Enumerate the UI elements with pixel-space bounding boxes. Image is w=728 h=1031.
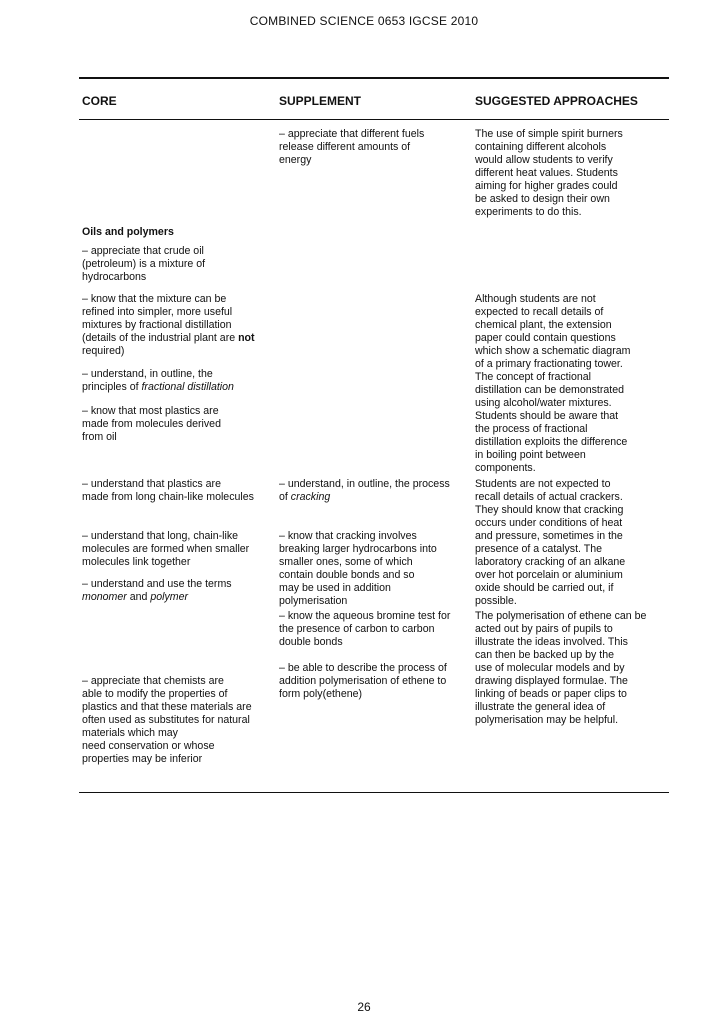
approaches-fractional: Although students are not expected to recall details of chemical plant, the extension paper could contain questions which show a schematic diagram of a primary fractionating tower. The concept of fractional distillation can be demonstrated using alcohol/water mixtures. Students should be aware that the process of fractional distillation exploits the difference in boiling point between components. bbox=[475, 293, 631, 474]
supplement-cracking bbox=[279, 478, 469, 504]
core-terms-and: and bbox=[126, 591, 151, 603]
supplement-cracking-text: – understand, in outline, the process of bbox=[279, 478, 450, 503]
core-refined-end: required) bbox=[82, 345, 125, 357]
core-chemists: – appreciate that chemists are able to modify the properties of plastics and that these materials are often used as substitutes for natural materials which may need conservation or whose properties may be inferior bbox=[82, 675, 252, 765]
page-header: COMBINED SCIENCE 0653 IGCSE 2010 bbox=[249, 14, 479, 28]
core-crude-oil: – appreciate that crude oil (petroleum) is a mixture of hydrocarbons bbox=[82, 245, 206, 283]
table-bottom-rule bbox=[79, 792, 669, 793]
column-header-approaches: SUGGESTED APPROACHES bbox=[475, 94, 638, 108]
page-number: 26 bbox=[357, 1000, 371, 1014]
supplement-addition: – be able to describe the process of addition polymerisation of ethene to form poly(ethene) bbox=[279, 662, 447, 700]
column-header-core: CORE bbox=[82, 94, 117, 108]
core-outline bbox=[82, 368, 272, 394]
core-outline-term: fractional distillation bbox=[141, 381, 234, 393]
core-refined-bold: not bbox=[238, 332, 255, 344]
table-top-rule bbox=[79, 77, 669, 79]
column-header-supplement: SUPPLEMENT bbox=[279, 94, 362, 108]
supplement-cracking-term: cracking bbox=[290, 491, 331, 503]
supplement-cracking-involves: – know that cracking involves breaking larger hydrocarbons into smaller ones, some of which contain double bonds and so may be used in addition polymerisation bbox=[279, 530, 437, 607]
header-divider bbox=[79, 119, 669, 120]
section-title: Oils and polymers bbox=[82, 226, 174, 238]
core-term-polymer: polymer bbox=[150, 591, 188, 603]
core-chain-like: – understand that plastics are made from long chain-like molecules bbox=[82, 478, 254, 503]
supplement-bromine: – know the aqueous bromine test for the presence of carbon to carbon double bonds bbox=[279, 610, 451, 648]
core-plastics-molecules: – know that most plastics are made from molecules derived from oil bbox=[82, 405, 221, 443]
core-terms bbox=[82, 578, 272, 604]
core-refined-text: – know that the mixture can be refined into simpler, more useful mixtures by fractional distillation (details of the industrial plant are bbox=[82, 293, 236, 344]
approaches-polymerisation: The polymerisation of ethene can be acted out by pairs of pupils to illustrate the ideas involved. This can then be backed up by the use of molecular models and by drawing displayed formulae. The linking of beads or paper clips to illustrate the general idea of polymerisation may be helpful. bbox=[475, 610, 647, 726]
core-terms-text: – understand and use the terms bbox=[82, 578, 232, 590]
approaches-crackers: Students are not expected to recall details of actual crackers. They should know that cracking occurs under conditions of heat and pressure, sometimes in the presence of a catalyst. The laboratory cracking of an alkane over hot porcelain or aluminium oxide should be carried out, if possible. bbox=[475, 478, 626, 607]
supplement-fuels: – appreciate that different fuels release different amounts of energy bbox=[279, 128, 425, 166]
core-outline-text: – understand, in outline, the principles of bbox=[82, 368, 213, 393]
core-long-chain: – understand that long, chain-like molecules are formed when smaller molecules link together bbox=[82, 530, 250, 568]
approaches-spirit-burners: The use of simple spirit burners containing different alcohols would allow students to verify different heat values. Students aiming for higher grades could be asked to design their own experiments to do this. bbox=[475, 128, 623, 218]
core-term-monomer: monomer bbox=[82, 591, 127, 603]
core-refined bbox=[82, 293, 272, 358]
